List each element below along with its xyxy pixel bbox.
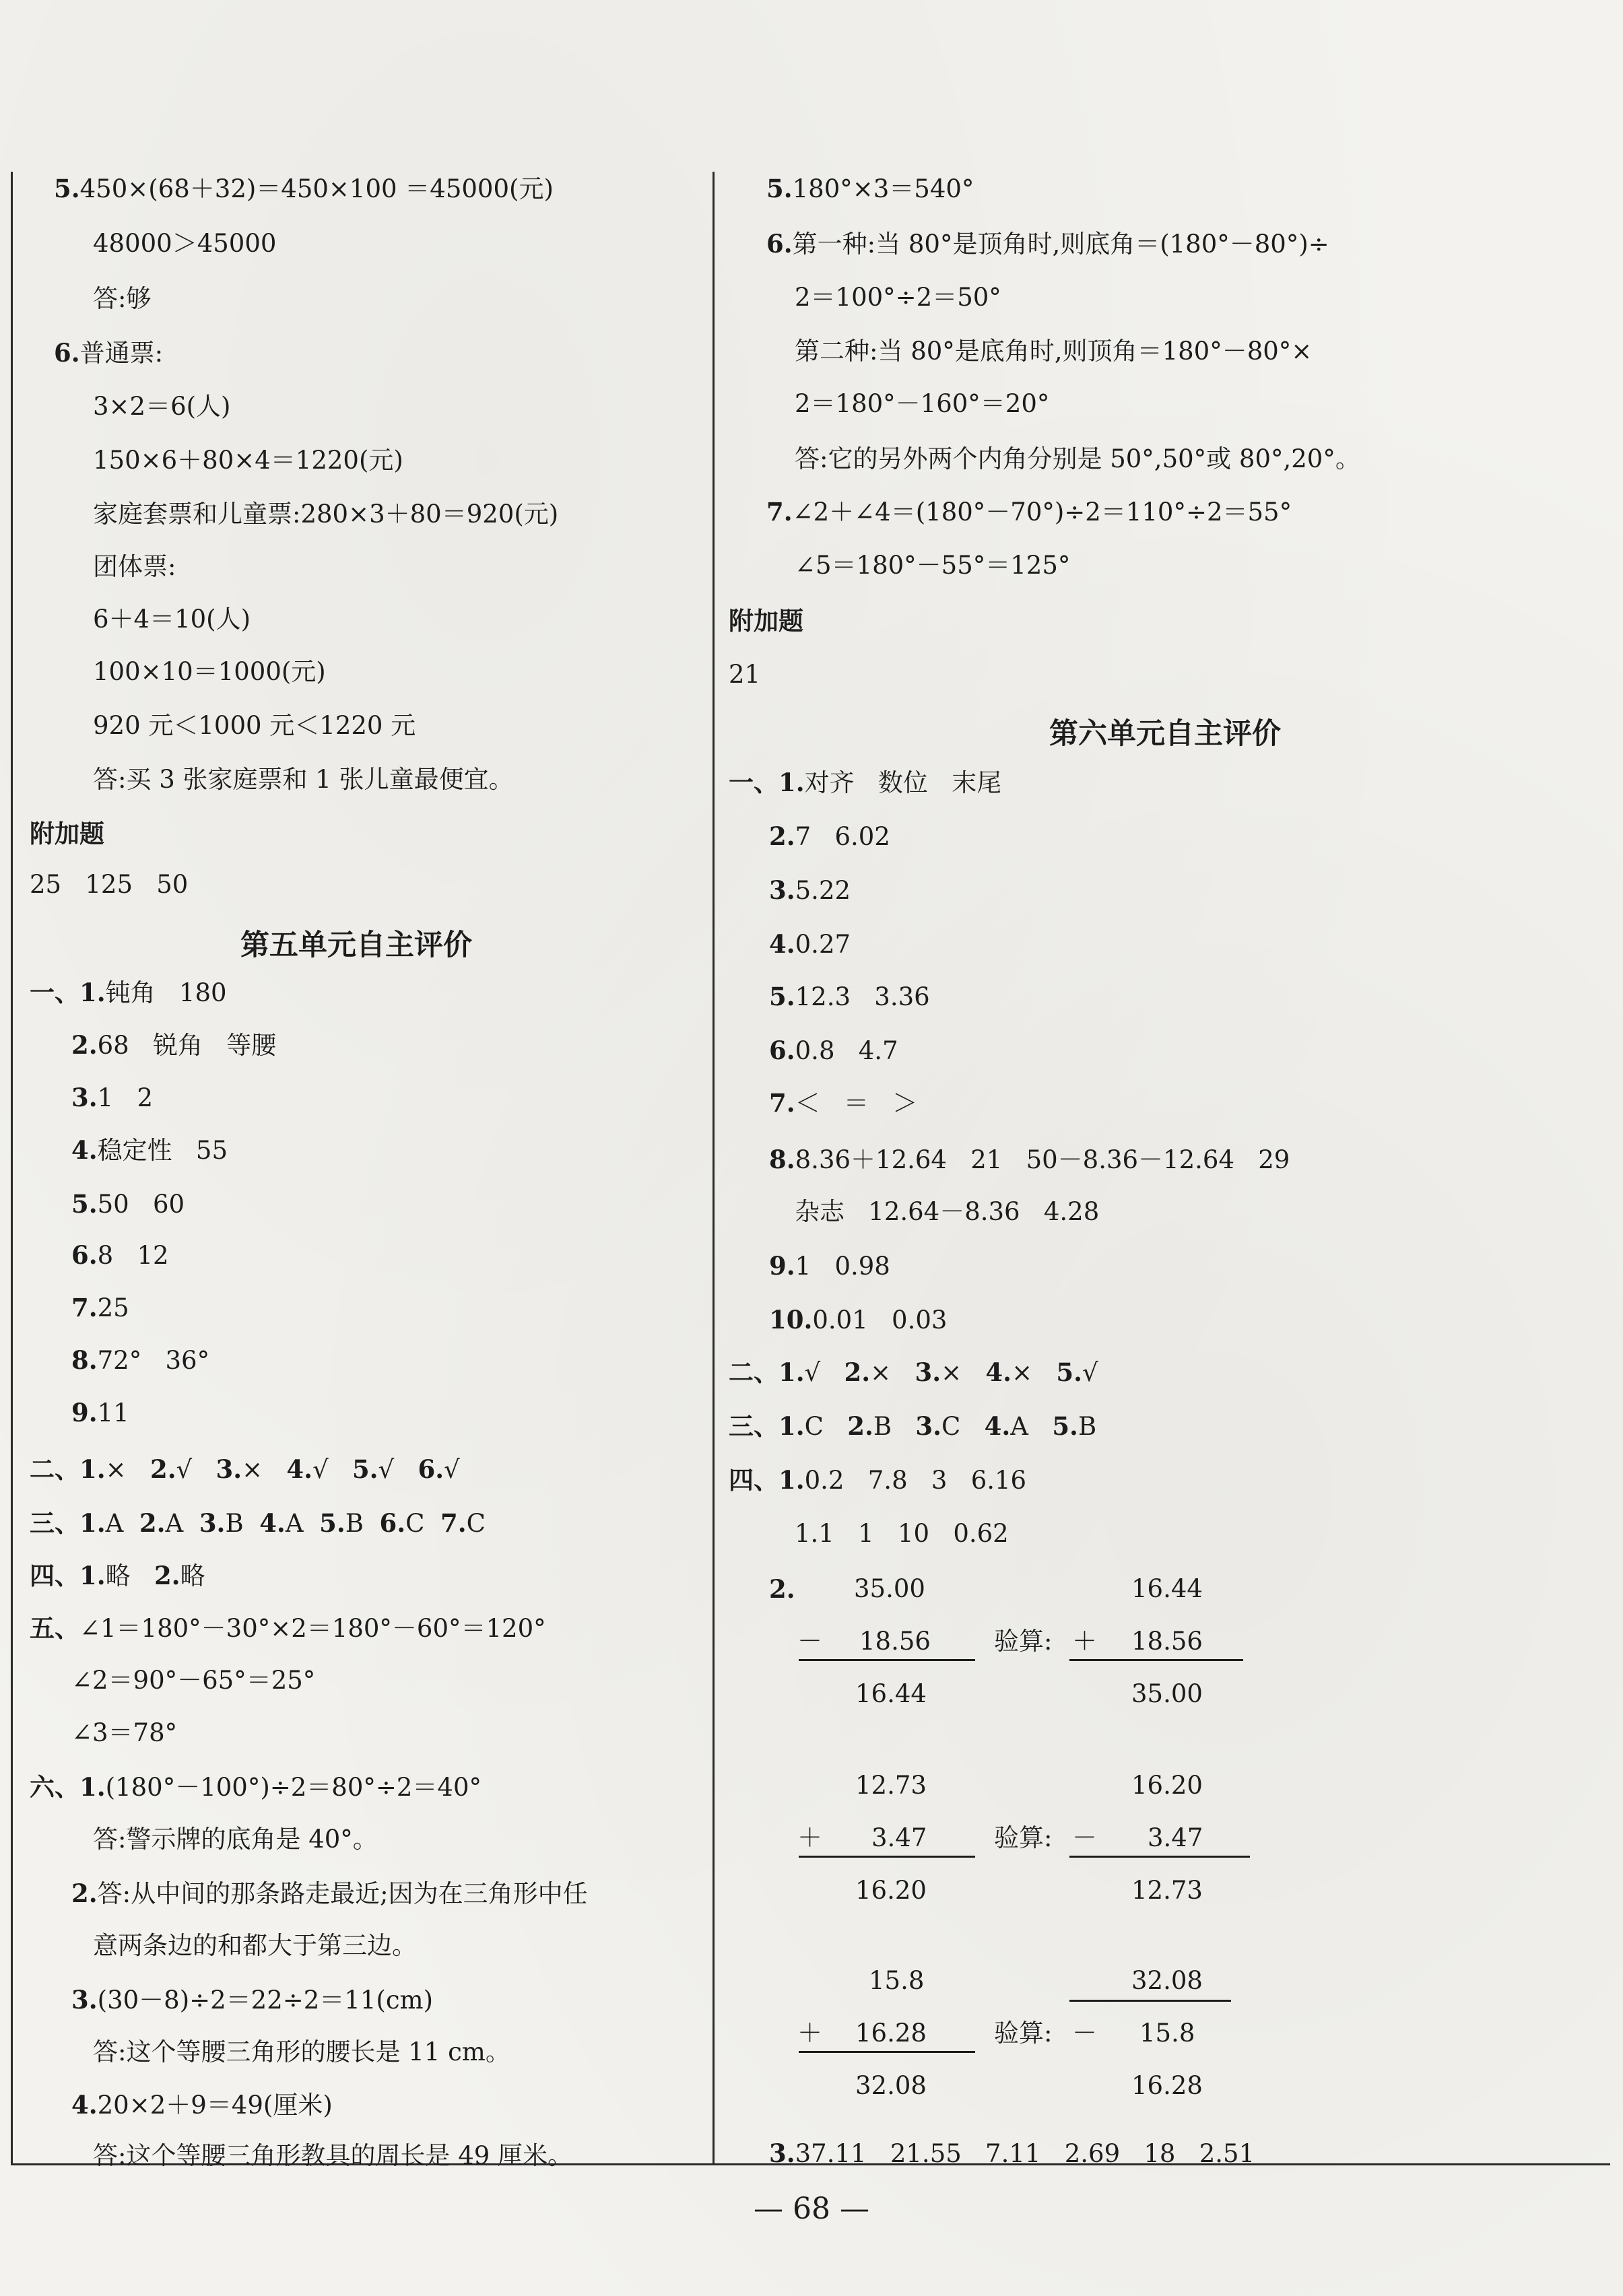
answer-line: 920 元＜1000 元＜1220 元 (93, 711, 416, 740)
column-divider (713, 172, 715, 2165)
answer-line: 3.5.22 (769, 875, 851, 905)
calc-operator: ＋ (1072, 1627, 1097, 1656)
calc-result: 16.20 (855, 1876, 927, 1905)
bonus-answer: 25 125 50 (30, 870, 189, 899)
answer-line: 答:够 (93, 284, 152, 313)
answer-line: 8.72° 36° (71, 1345, 210, 1375)
answer-line: 48000＞45000 (93, 229, 277, 258)
calc-operand: 16.44 (1131, 1574, 1203, 1603)
calc-result: 16.28 (1131, 2071, 1203, 2100)
calc-result: 16.44 (855, 1679, 927, 1708)
answer-line: 4.20×2＋9＝49(厘米) (71, 2090, 333, 2120)
answer-line: ∠2＝90°－65°＝25° (71, 1666, 316, 1695)
answer-line: ∠3＝78° (71, 1718, 178, 1747)
answer-line: 3.(30－8)÷2＝22÷2＝11(cm) (71, 1985, 434, 2015)
calc-operand: 16.20 (1131, 1771, 1203, 1800)
calc-operand: 32.08 (1131, 1966, 1203, 1995)
answer-line: 四、1.略 2.略 (30, 1561, 205, 1590)
answer-line: ∠5＝180°－55°＝125° (795, 551, 1071, 580)
answer-line: 7.25 (71, 1293, 129, 1322)
answer-line: 8.8.36＋12.64 21 50－8.36－12.64 29 (769, 1145, 1290, 1174)
calc-operator: ＋ (797, 1823, 822, 1852)
answer-line: 4.稳定性 55 (71, 1135, 228, 1165)
calc-operator: － (1072, 1823, 1097, 1852)
answer-line: 6＋4＝10(人) (93, 605, 251, 634)
calc-operand: 15.8 (1139, 2019, 1195, 2048)
calc-operand: 15.8 (869, 1966, 925, 1995)
calc-operand: 3.47 (1148, 1823, 1203, 1852)
verify-label: 验算: (994, 1823, 1053, 1852)
answer-line: 2＝180°－160°＝20° (795, 389, 1050, 418)
left-margin-rule (11, 172, 13, 2165)
calc-operand: 12.73 (855, 1771, 927, 1800)
calc-result: 12.73 (1131, 1876, 1203, 1905)
calc-rule (1069, 1659, 1243, 1661)
calc-result: 32.08 (855, 2071, 927, 2100)
verify-label: 验算: (994, 2019, 1053, 2048)
answer-line: 5.180°×3＝540° (766, 174, 974, 203)
answer-line: 6.8 12 (71, 1240, 169, 1270)
answer-line: 二、1.× 2.√ 3.× 4.√ 5.√ 6.√ (30, 1454, 460, 1484)
answer-line: 一、1.对齐 数位 末尾 (729, 768, 1002, 797)
page-number: — 68 — (754, 2192, 869, 2226)
verify-label: 验算: (994, 1627, 1053, 1656)
answer-line: 四、1.0.2 7.8 3 6.16 (729, 1465, 1027, 1495)
unit6-title: 第六单元自主评价 (1049, 717, 1281, 751)
answer-line: 2.7 6.02 (769, 821, 890, 851)
answer-line: 6.0.8 4.7 (769, 1036, 898, 1065)
calc-result: 35.00 (1131, 1679, 1203, 1708)
calc-operand: 18.56 (859, 1627, 931, 1656)
bonus-heading: 附加题 (729, 606, 803, 636)
calc-operator: － (797, 1627, 822, 1656)
answer-line: 答:警示牌的底角是 40°。 (93, 1825, 378, 1854)
answer-line: 3.37.11 21.55 7.11 2.69 18 2.51 (769, 2138, 1255, 2168)
answer-line: 意两条边的和都大于第三边。 (93, 1931, 417, 1960)
answer-line: 4.0.27 (769, 929, 851, 959)
answer-line: 7.＜ ＝ ＞ (769, 1088, 918, 1118)
bonus-answer: 21 (729, 660, 761, 689)
answer-line: 杂志 12.64－8.36 4.28 (795, 1197, 1100, 1226)
item-number: 2. (769, 1574, 795, 1604)
answer-line: 答:这个等腰三角形教具的周长是 49 厘米。 (93, 2141, 573, 2170)
bonus-heading: 附加题 (30, 819, 104, 848)
answer-line: 5.12.3 3.36 (769, 982, 930, 1011)
answer-line: 五、∠1＝180°－30°×2＝180°－60°＝120° (30, 1613, 546, 1643)
answer-line: 一、1.钝角 180 (30, 978, 227, 1007)
answer-line: 150×6＋80×4＝1220(元) (93, 446, 403, 475)
answer-line: 1.1 1 10 0.62 (795, 1519, 1009, 1548)
answer-line: 第二种:当 80°是底角时,则顶角＝180°－80°× (795, 337, 1313, 366)
answer-line: 2.68 锐角 等腰 (71, 1030, 277, 1060)
calc-operator: － (1072, 2019, 1097, 2048)
answer-line: 3.1 2 (71, 1083, 154, 1112)
answer-line: 答:这个等腰三角形的腰长是 11 cm。 (93, 2037, 510, 2066)
answer-line: 100×10＝1000(元) (93, 657, 326, 686)
calc-rule (799, 1659, 975, 1661)
answer-line: 三、1.A 2.A 3.B 4.A 5.B 6.C 7.C (30, 1508, 486, 1538)
calc-rule (799, 2051, 975, 2053)
calc-operator: ＋ (797, 2019, 822, 2048)
calc-operand: 35.00 (854, 1574, 925, 1603)
answer-line: 二、1.√ 2.× 3.× 4.× 5.√ (729, 1357, 1098, 1387)
answer-line: 5.450×(68＋32)＝450×100 ＝45000(元) (54, 174, 554, 203)
calc-operand: 18.56 (1131, 1627, 1203, 1656)
calc-rule (1069, 2000, 1231, 2002)
answer-line: 2＝100°÷2＝50° (795, 283, 1001, 312)
answer-line: 3×2＝6(人) (93, 392, 231, 421)
answer-line: 6.普通票: (54, 338, 164, 368)
answer-line: 团体票: (93, 552, 176, 581)
answer-line: 家庭套票和儿童票:280×3＋80＝920(元) (93, 500, 559, 529)
calc-operand: 3.47 (871, 1823, 927, 1852)
calc-operand: 16.28 (855, 2019, 927, 2048)
answer-line: 9.1 0.98 (769, 1251, 890, 1281)
answer-line: 6.第一种:当 80°是顶角时,则底角＝(180°－80°)÷ (766, 229, 1329, 259)
answer-line: 5.50 60 (71, 1189, 185, 1219)
answer-line: 答:它的另外两个内角分别是 50°,50°或 80°,20°。 (795, 444, 1360, 473)
calc-rule (799, 1856, 975, 1858)
unit5-title: 第五单元自主评价 (240, 928, 472, 962)
calc-rule (1069, 1856, 1250, 1858)
answer-line: 2.答:从中间的那条路走最近;因为在三角形中任 (71, 1879, 588, 1908)
answer-line: 答:买 3 张家庭票和 1 张儿童最便宜。 (93, 765, 514, 794)
answer-line: 六、1.(180°－100°)÷2＝80°÷2＝40° (30, 1772, 482, 1802)
answer-line: 三、1.C 2.B 3.C 4.A 5.B (729, 1411, 1097, 1441)
answer-line: 10.0.01 0.03 (769, 1305, 948, 1335)
answer-line: 9.11 (71, 1398, 129, 1427)
answer-line: 7.∠2＋∠4＝(180°－70°)÷2＝110°÷2＝55° (766, 497, 1292, 527)
